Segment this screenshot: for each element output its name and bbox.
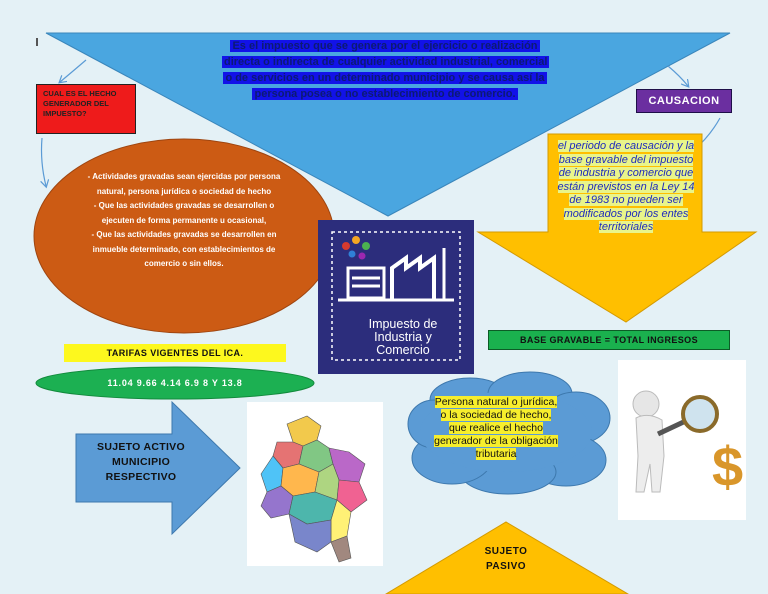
hecho-generador-item: - Que las actividades gravadas se desarrollen en inmueble determinado, con establecimientos de comercio o sin ellos. xyxy=(91,230,277,268)
sujeto-pasivo-line: SUJETO xyxy=(484,546,528,557)
tarifas-label: TARIFAS VIGENTES DEL ICA. xyxy=(64,344,286,362)
hecho-generador-question: CUAL ES EL HECHO GENERADOR DEL IMPUESTO? xyxy=(36,84,136,134)
definition-text: Es el impuesto que se genera por el ejercicio o realización directa o indirecta de cualquier actividad industrial, comercial o de servicios en un determinado municipio y se causa así la persona posea o no establecimiento de comercio. xyxy=(224,40,548,100)
dollar-icon: $ xyxy=(712,435,744,498)
tarifas-values: 11.04 9.66 4.14 6.9 8 Y 13.8 xyxy=(107,378,243,388)
hecho-generador-item: - Actividades gravadas sean ejercidas por persona natural, persona jurídica o sociedad de hecho xyxy=(87,172,281,196)
sujeto-pasivo-definition: Persona natural o jurídica, o la sociedad de hecho, que realice el hecho generador de la obligación tributaria xyxy=(434,396,558,460)
sujeto-activo-line: RESPECTIVO xyxy=(105,471,177,483)
causacion-label: CAUSACION xyxy=(636,89,732,113)
sujeto-pasivo-line: PASIVO xyxy=(485,561,527,572)
logo-caption-line: Comercio xyxy=(376,343,430,357)
base-gravable-label: BASE GRAVABLE = TOTAL INGRESOS xyxy=(488,330,730,350)
causacion-text: el periodo de causación y la base gravable del impuesto de industria y comercio que están previstos en la Ley 14 de 1983 no pueden ser modificados por los entes territoriales xyxy=(557,140,695,233)
sujeto-activo-line: MUNICIPIO xyxy=(111,456,171,468)
hecho-generador-item: - Que las actividades gravadas se desarrollen o ejecuten de forma permanente u ocasional, xyxy=(93,201,275,225)
logo-caption-line: Industria y xyxy=(374,330,432,344)
sujeto-pasivo-label xyxy=(458,544,554,574)
sujeto-activo-line: SUJETO ACTIVO xyxy=(97,441,185,453)
logo-caption-line: Impuesto de xyxy=(368,317,438,331)
